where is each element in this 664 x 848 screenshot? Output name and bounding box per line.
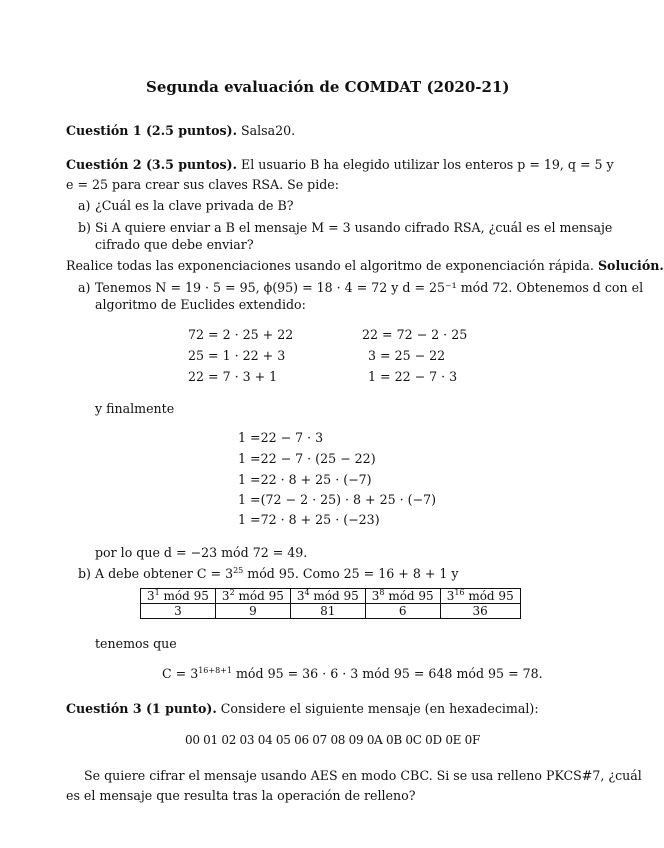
powers-table-value-row	[141, 604, 521, 619]
instruction-text: Realice todas las exponenciaciones usando el algoritmo de exponenciación rápida.	[66, 258, 594, 273]
euclid-left-3: 22 = 7 · 3 + 1	[188, 369, 278, 384]
back-subst-1: 1 =22 − 7 · 3	[238, 430, 324, 445]
back-subst-2: 1 =22 − 7 · (25 − 22)	[238, 451, 376, 466]
question-3-text: Considere el siguiente mensaje (en hexadecimal):	[220, 701, 539, 716]
final-equation	[162, 666, 543, 681]
tenemos-que: tenemos que	[95, 636, 177, 651]
euclid-left-2: 25 = 1 · 22 + 3	[188, 348, 286, 363]
table-cell: 36	[440, 604, 520, 619]
solution-b-exp: 25	[233, 566, 244, 575]
question-2-line-1	[66, 157, 614, 172]
solution-a-line-2: algoritmo de Euclides extendido:	[95, 297, 306, 312]
item-a-text: ¿Cuál es la clave privada de B?	[95, 198, 294, 213]
table-cell: 3	[141, 604, 216, 619]
final-post: mód 95 = 36 · 6 · 3 mód 95 = 648 mód 95 = 78.	[231, 666, 543, 681]
instruction-line	[66, 258, 664, 273]
solution-b-marker: b)	[78, 566, 91, 581]
table-cell: 9	[215, 604, 290, 619]
solution-b-pre: A debe obtener C = 3	[95, 566, 234, 581]
euclid-right-3: 1 = 22 − 7 · 3	[368, 369, 458, 384]
question-2-line-2: e = 25 para crear sus claves RSA. Se pide:	[66, 177, 340, 192]
solution-label: Solución.	[597, 258, 664, 273]
question-1-label: Cuestión 1 (2.5 puntos).	[66, 123, 237, 138]
table-header: $3^1$ mód 95	[141, 589, 216, 604]
item-b-text-1: Si A quiere enviar a B el mensaje M = 3 usando cifrado RSA, ¿cuál es el mensaje	[95, 220, 613, 235]
question-2-statement: El usuario B ha elegido utilizar los enteros p = 19, q = 5 y	[241, 157, 614, 172]
conclusion-a: por lo que d = −23 mód 72 = 49.	[95, 545, 308, 560]
table-cell: 81	[290, 604, 365, 619]
back-subst-5: 1 =72 · 8 + 25 · (−23)	[238, 512, 380, 527]
question-1-text: Salsa20.	[241, 123, 296, 138]
table-header: $3^2$ mód 95	[215, 589, 290, 604]
table-cell: 6	[365, 604, 440, 619]
euclid-right-2: 3 = 25 − 22	[368, 348, 446, 363]
page-title: Segunda evaluación de COMDAT (2020-21)	[146, 78, 510, 96]
euclid-left-1: 72 = 2 · 25 + 22	[188, 327, 294, 342]
final-pre: C = 3	[162, 666, 199, 681]
powers-table	[140, 588, 521, 619]
euclid-right-1: 22 = 72 − 2 · 25	[362, 327, 468, 342]
question-3-label: Cuestión 3 (1 punto).	[66, 701, 217, 716]
powers-table-header-row	[141, 589, 521, 604]
solution-a-line-1: Tenemos N = 19 · 5 = 95, ϕ(95) = 18 · 4 = 72 y d = 25⁻¹ mód 72. Obtenemos d con el	[95, 280, 644, 295]
item-b-text-2: cifrado que debe enviar?	[95, 237, 254, 252]
solution-b-post: mód 95. Como 25 = 16 + 8 + 1 y	[243, 566, 459, 581]
question-1	[66, 123, 295, 138]
question-3-para-2: es el mensaje que resulta tras la operación de relleno?	[66, 788, 416, 803]
y-finalmente: y finalmente	[95, 401, 175, 416]
back-subst-4: 1 =(72 − 2 · 25) · 8 + 25 · (−7)	[238, 492, 437, 507]
hex-message: 00 01 02 03 04 05 06 07 08 09 0A 0B 0C 0D 0E 0F	[185, 733, 480, 747]
table-header: $3^4$ mód 95	[290, 589, 365, 604]
item-b-marker: b)	[78, 220, 91, 235]
solution-b-line	[95, 566, 459, 581]
item-a-marker: a)	[78, 198, 91, 213]
question-2-label: Cuestión 2 (3.5 puntos).	[66, 157, 237, 172]
table-header: $3^8$ mód 95	[365, 589, 440, 604]
back-subst-3: 1 =22 · 8 + 25 · (−7)	[238, 472, 372, 487]
question-3-para-1: Se quiere cifrar el mensaje usando AES en modo CBC. Si se usa relleno PKCS#7, ¿cuál	[84, 768, 642, 783]
solution-a-marker: a)	[78, 280, 91, 295]
question-3	[66, 701, 539, 716]
table-header: $3^{16}$ mód 95	[440, 589, 520, 604]
final-exp: 16+8+1	[198, 666, 232, 675]
